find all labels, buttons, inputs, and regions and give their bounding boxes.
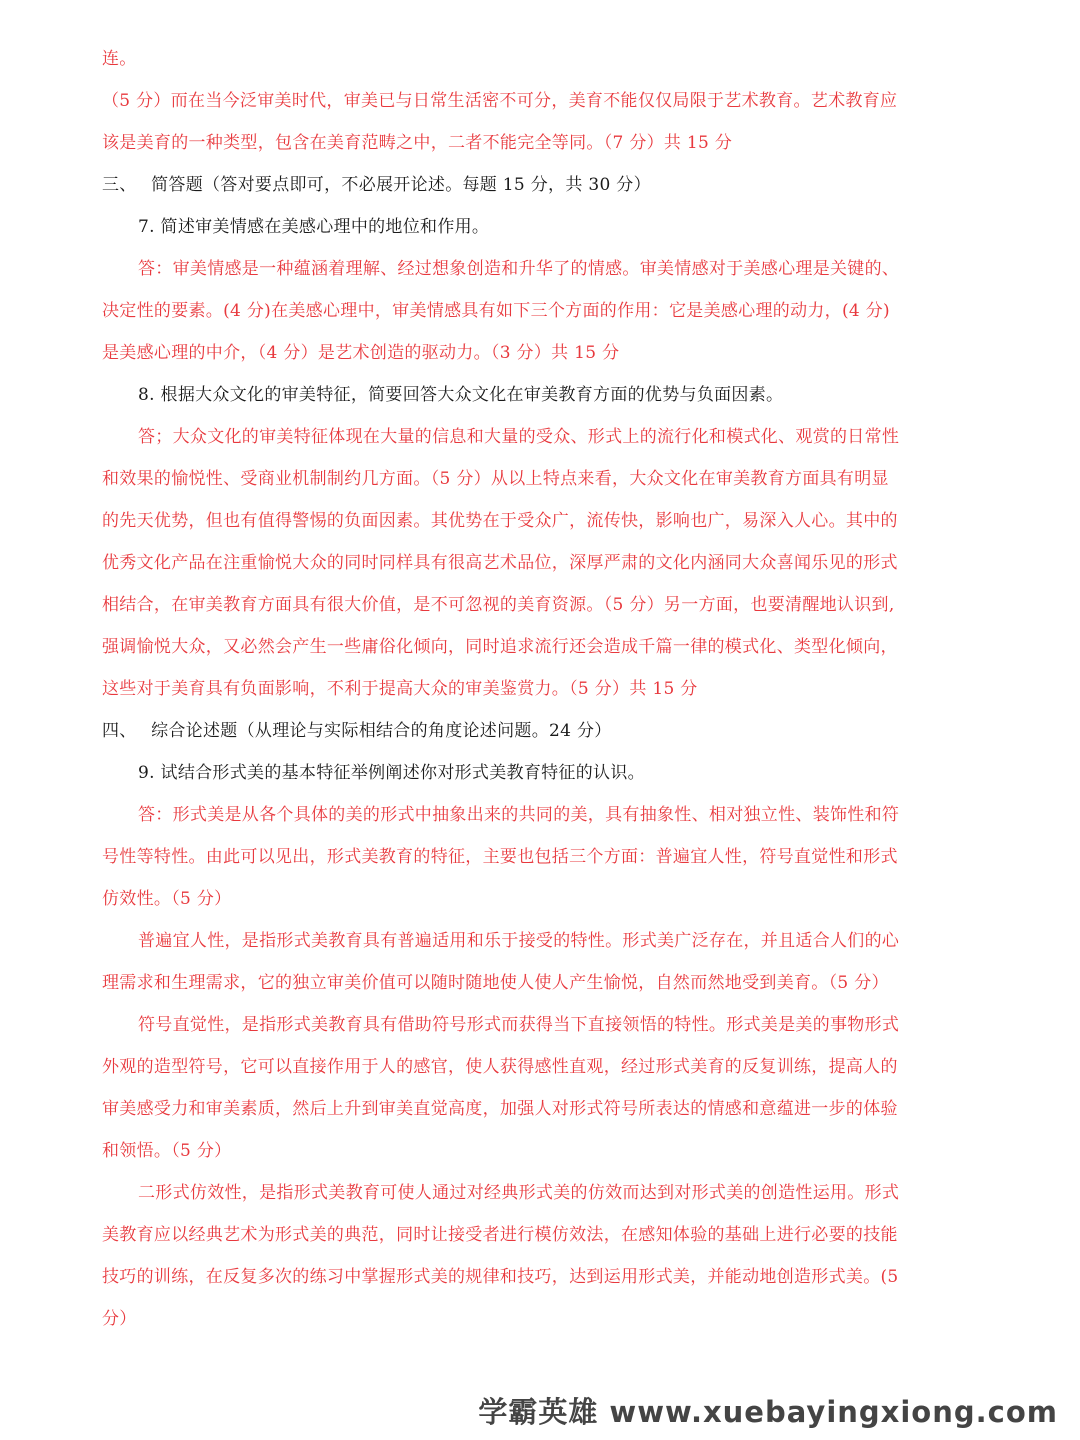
text-line: 和领悟。（5 分） xyxy=(102,1141,232,1161)
text-line: 9. 试结合形式美的基本特征举例阐述你对形式美教育特征的认识。 xyxy=(138,763,645,783)
text-line: 普遍宜人性，是指形式美教育具有普遍适用和乐于接受的特性。形式美广泛存在，并且适合人们的心 xyxy=(138,931,900,951)
text-line: 8. 根据大众文化的审美特征，简要回答大众文化在审美教育方面的优势与负面因素。 xyxy=(138,385,784,405)
text-line: （5 分）而在当今泛审美时代，审美已与日常生活密不可分，美育不能仅仅局限于艺术教育。艺术教育应 xyxy=(102,91,898,111)
text-line: 相结合，在审美教育方面具有很大价值，是不可忽视的美育资源。（5 分）另一方面，也要清醒地认识到, xyxy=(102,595,895,615)
text-line: 答：形式美是从各个具体的美的形式中抽象出来的共同的美，具有抽象性、相对独立性、装饰性和符 xyxy=(138,805,900,825)
text-line: 四、 综合论述题（从理论与实际相结合的角度论述问题。24 分） xyxy=(102,721,612,741)
text-line: 美教育应以经典艺术为形式美的典范，同时让接受者进行模仿效法，在感知体验的基础上进行必要的技能 xyxy=(102,1225,898,1245)
text-line: 号性等特性。由此可以见出，形式美教育的特征，主要也包括三个方面：普遍宜人性，符号直觉性和形式 xyxy=(102,847,898,867)
text-line: 二形式仿效性，是指形式美教育可使人通过对经典形式美的仿效而达到对形式美的创造性运用。形式 xyxy=(138,1183,900,1203)
text-line: 答：审美情感是一种蕴涵着理解、经过想象创造和升华了的情感。审美情感对于美感心理是关键的、 xyxy=(138,259,900,279)
text-line: 仿效性。（5 分） xyxy=(102,889,232,909)
text-line: 连。 xyxy=(102,49,137,69)
text-line: 和效果的愉悦性、受商业机制制约几方面。（5 分）从以上特点来看，大众文化在审美教育方面具有明显 xyxy=(102,469,889,489)
text-line: 该是美育的一种类型，包含在美育范畴之中，二者不能完全等同。（7 分）共 15 分 xyxy=(102,133,733,153)
text-line: 符号直觉性，是指形式美教育具有借助符号形式而获得当下直接领悟的特性。形式美是美的事物形式 xyxy=(138,1015,900,1035)
text-line: 审美感受力和审美素质，然后上升到审美直觉高度，加强人对形式符号所表达的情感和意蕴进一步的体验 xyxy=(102,1099,898,1119)
text-line: 技巧的训练，在反复多次的练习中掌握形式美的规律和技巧，达到运用形式美，并能动地创造形式美。(5 xyxy=(102,1267,899,1287)
text-line: 三、 简答题（答对要点即可，不必展开论述。每题 15 分，共 30 分） xyxy=(102,175,651,195)
watermark: 学霸英雄 www.xuebayingxiong.com xyxy=(478,1395,1058,1429)
text-line: 外观的造型符号，它可以直接作用于人的感官，使人获得感性直观，经过形式美育的反复训练，提高人的 xyxy=(102,1057,898,1077)
text-line: 答；大众文化的审美特征体现在大量的信息和大量的受众、形式上的流行化和模式化、观赏的日常性 xyxy=(138,427,900,447)
text-line: 理需求和生理需求，它的独立审美价值可以随时随地使人使人产生愉悦，自然而然地受到美育。（5 分） xyxy=(102,973,889,993)
text-line: 7. 简述审美情感在美感心理中的地位和作用。 xyxy=(138,217,490,237)
text-line: 的先天优势，但也有值得警惕的负面因素。其优势在于受众广，流传快，影响也广，易深入人心。其中的 xyxy=(102,511,898,531)
text-line: 强调愉悦大众，又必然会产生一些庸俗化倾向，同时追求流行还会造成千篇一律的模式化、类型化倾向， xyxy=(102,637,898,657)
text-line: 这些对于美育具有负面影响，不利于提高大众的审美鉴赏力。（5 分）共 15 分 xyxy=(102,679,698,699)
text-line: 分） xyxy=(102,1309,137,1329)
document-body xyxy=(102,38,980,1340)
text-line: 决定性的要素。(4 分)在美感心理中，审美情感具有如下三个方面的作用：它是美感心理的动力，(4 分) xyxy=(102,301,890,321)
text-line: 是美感心理的中介，（4 分）是艺术创造的驱动力。（3 分）共 15 分 xyxy=(102,343,620,363)
text-line: 优秀文化产品在注重愉悦大众的同时同样具有很高艺术品位，深厚严肃的文化内涵同大众喜闻乐见的形式 xyxy=(102,553,898,573)
